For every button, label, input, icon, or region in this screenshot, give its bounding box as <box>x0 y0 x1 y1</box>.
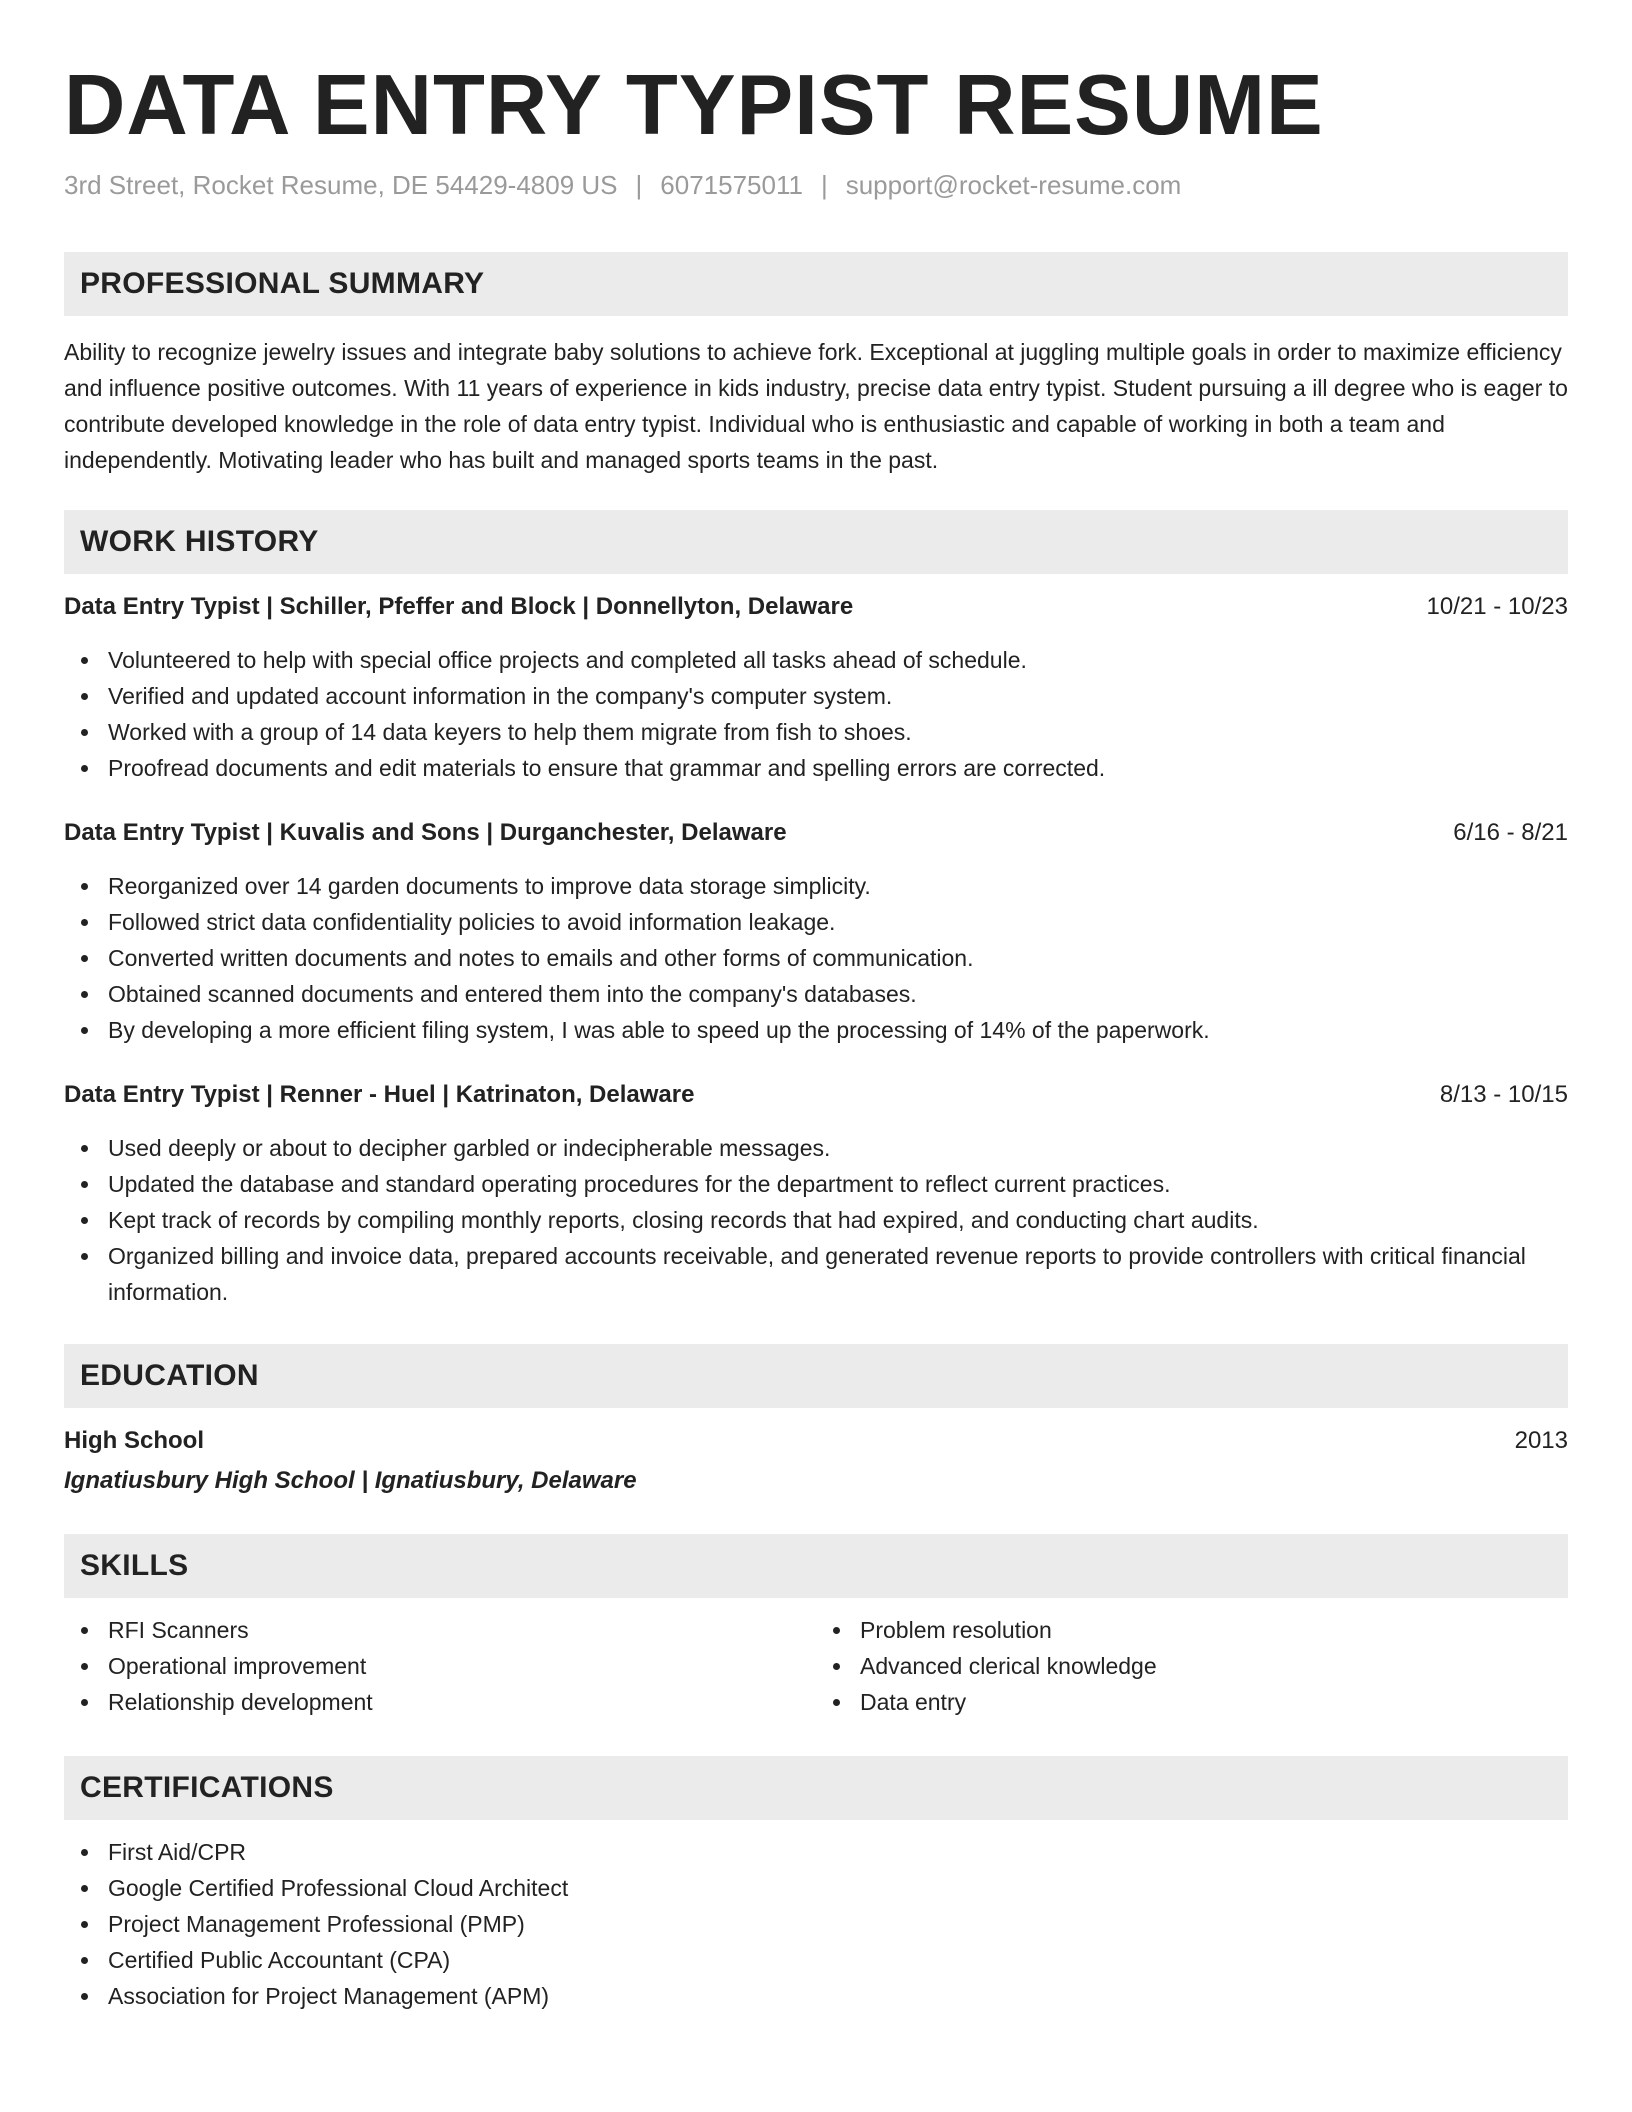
list-item <box>64 642 1568 678</box>
resume-title: DATA ENTRY TYPIST RESUME <box>64 58 1324 153</box>
contact-separator: | <box>820 170 828 200</box>
job-title: Data Entry Typist | Renner - Huel | Katrinaton, Delaware <box>64 1081 695 1108</box>
list-item-text: Operational improvement <box>108 1653 367 1679</box>
skills-column-right <box>816 1612 1568 1720</box>
contact-separator: | <box>635 170 643 200</box>
list-item-text: Followed strict data confidentiality policies to avoid information leakage. <box>108 909 836 935</box>
contact-email: support@rocket-resume.com <box>845 170 1182 200</box>
list-item-text: Obtained scanned documents and entered them into the company's databases. <box>108 981 917 1007</box>
bullet-icon <box>833 1663 840 1670</box>
job-header <box>64 590 1568 624</box>
list-item <box>64 1238 1568 1310</box>
list-item-text: First Aid/CPR <box>108 1839 247 1865</box>
list-item-text: Project Management Professional (PMP) <box>108 1911 525 1937</box>
skills-column-left <box>64 1612 816 1720</box>
job-bullets <box>64 1130 1568 1310</box>
job-title: Data Entry Typist | Schiller, Pfeffer and Block | Donnellyton, Delaware <box>64 593 854 620</box>
list-item-text: Verified and updated account information in the company's computer system. <box>108 683 893 709</box>
bullet-icon <box>81 1027 88 1034</box>
section-header-work-history: WORK HISTORY <box>64 510 1568 574</box>
list-item <box>64 904 1568 940</box>
bullet-icon <box>81 1849 88 1856</box>
education-header <box>64 1424 1568 1458</box>
job-bullets <box>64 868 1568 1048</box>
list-item-text: Updated the database and standard operating procedures for the department to reflect current practices. <box>108 1171 1171 1197</box>
education-degree: High School <box>64 1427 204 1454</box>
bullet-icon <box>81 883 88 890</box>
bullet-icon <box>81 729 88 736</box>
skills-grid <box>64 1612 1568 1720</box>
list-item <box>64 1906 1568 1942</box>
list-item-text: Kept track of records by compiling monthly reports, closing records that had expired, and conducting chart audits. <box>108 1207 1259 1233</box>
bullet-icon <box>81 1957 88 1964</box>
list-item-text: Proofread documents and edit materials to ensure that grammar and spelling errors are corrected. <box>108 755 1106 781</box>
job-dates: 10/21 - 10/23 <box>1426 593 1568 620</box>
list-item <box>64 868 1568 904</box>
list-item-text: Advanced clerical knowledge <box>860 1653 1157 1679</box>
list-item-text: Google Certified Professional Cloud Architect <box>108 1875 569 1901</box>
list-item-text: Worked with a group of 14 data keyers to help them migrate from fish to shoes. <box>108 719 912 745</box>
list-item <box>64 1684 816 1720</box>
list-item-text: Certified Public Accountant (CPA) <box>108 1947 451 1973</box>
bullet-icon <box>81 919 88 926</box>
job-title: Data Entry Typist | Kuvalis and Sons | Durganchester, Delaware <box>64 819 787 846</box>
summary-text: Ability to recognize jewelry issues and integrate baby solutions to achieve fork. Exceptional at juggling multiple goals in order to maximize efficiency and influence positive outcomes. With 11 years of experience in kids industry, precise data entry typist. Student pursuing a ill degree who is eager to contribute developed knowledge in the role of data entry typist. Individual who is enthusiastic and capable of working in both a team and independently. Motivating leader who has built and managed sports teams in the past. <box>64 339 1568 473</box>
list-item-text: Reorganized over 14 garden documents to improve data storage simplicity. <box>108 873 871 899</box>
section-header-skills: SKILLS <box>64 1534 1568 1598</box>
section-header-summary: PROFESSIONAL SUMMARY <box>64 252 1568 316</box>
list-item-text: Problem resolution <box>860 1617 1052 1643</box>
bullet-icon <box>81 955 88 962</box>
list-item <box>64 1166 1568 1202</box>
job-entry <box>64 1078 1568 1310</box>
bullet-icon <box>81 1253 88 1260</box>
list-item-text: Data entry <box>860 1689 967 1715</box>
bullet-icon <box>81 1627 88 1634</box>
contact-phone: 6071575011 <box>660 170 803 200</box>
list-item <box>64 1612 816 1648</box>
bullet-icon <box>81 1993 88 2000</box>
bullet-icon <box>81 657 88 664</box>
list-item <box>64 1942 1568 1978</box>
section-header-certifications: CERTIFICATIONS <box>64 1756 1568 1820</box>
bullet-icon <box>81 1885 88 1892</box>
skills-list <box>816 1612 1568 1720</box>
list-item <box>64 1834 1568 1870</box>
section-header-education: EDUCATION <box>64 1344 1568 1408</box>
bullet-icon <box>81 991 88 998</box>
list-item <box>64 1012 1568 1048</box>
list-item-text: Organized billing and invoice data, prepared accounts receivable, and generated revenue reports to provide controllers with critical financial information. <box>108 1243 1526 1305</box>
bullet-icon <box>833 1699 840 1706</box>
bullet-icon <box>81 1217 88 1224</box>
bullet-icon <box>81 1663 88 1670</box>
education-year: 2013 <box>1514 1427 1568 1454</box>
list-item <box>64 1130 1568 1166</box>
list-item-text: Used deeply or about to decipher garbled or indecipherable messages. <box>108 1135 831 1161</box>
education-school: Ignatiusbury High School | Ignatiusbury, Delaware <box>64 1467 637 1494</box>
bullet-icon <box>81 693 88 700</box>
list-item <box>64 750 1568 786</box>
contact-line <box>64 168 1568 202</box>
list-item <box>64 1870 1568 1906</box>
job-entry <box>64 590 1568 786</box>
list-item <box>816 1648 1568 1684</box>
skills-list <box>64 1612 816 1720</box>
list-item-text: RFI Scanners <box>108 1617 249 1643</box>
job-dates: 8/13 - 10/15 <box>1439 1081 1568 1108</box>
list-item <box>64 1202 1568 1238</box>
list-item-text: Relationship development <box>108 1689 373 1715</box>
list-item <box>64 976 1568 1012</box>
list-item <box>64 1978 1568 2014</box>
list-item-text: Volunteered to help with special office projects and completed all tasks ahead of schedule. <box>108 647 1027 673</box>
bullet-icon <box>81 1699 88 1706</box>
certifications-list <box>64 1834 1568 2014</box>
job-entry <box>64 816 1568 1048</box>
list-item <box>64 678 1568 714</box>
bullet-icon <box>81 1145 88 1152</box>
bullet-icon <box>81 1921 88 1928</box>
job-dates: 6/16 - 8/21 <box>1453 819 1568 846</box>
job-header <box>64 816 1568 850</box>
list-item <box>64 714 1568 750</box>
list-item-text: Association for Project Management (APM) <box>108 1983 550 2009</box>
bullet-icon <box>81 765 88 772</box>
job-header <box>64 1078 1568 1112</box>
list-item <box>64 940 1568 976</box>
list-item-text: Converted written documents and notes to emails and other forms of communication. <box>108 945 974 971</box>
contact-address: 3rd Street, Rocket Resume, DE 54429-4809 US <box>64 170 618 200</box>
list-item-text: By developing a more efficient filing system, I was able to speed up the processing of 14% of the paperwork. <box>108 1017 1210 1043</box>
bullet-icon <box>833 1627 840 1634</box>
list-item <box>816 1684 1568 1720</box>
bullet-icon <box>81 1181 88 1188</box>
job-bullets <box>64 642 1568 786</box>
list-item <box>816 1612 1568 1648</box>
list-item <box>64 1648 816 1684</box>
